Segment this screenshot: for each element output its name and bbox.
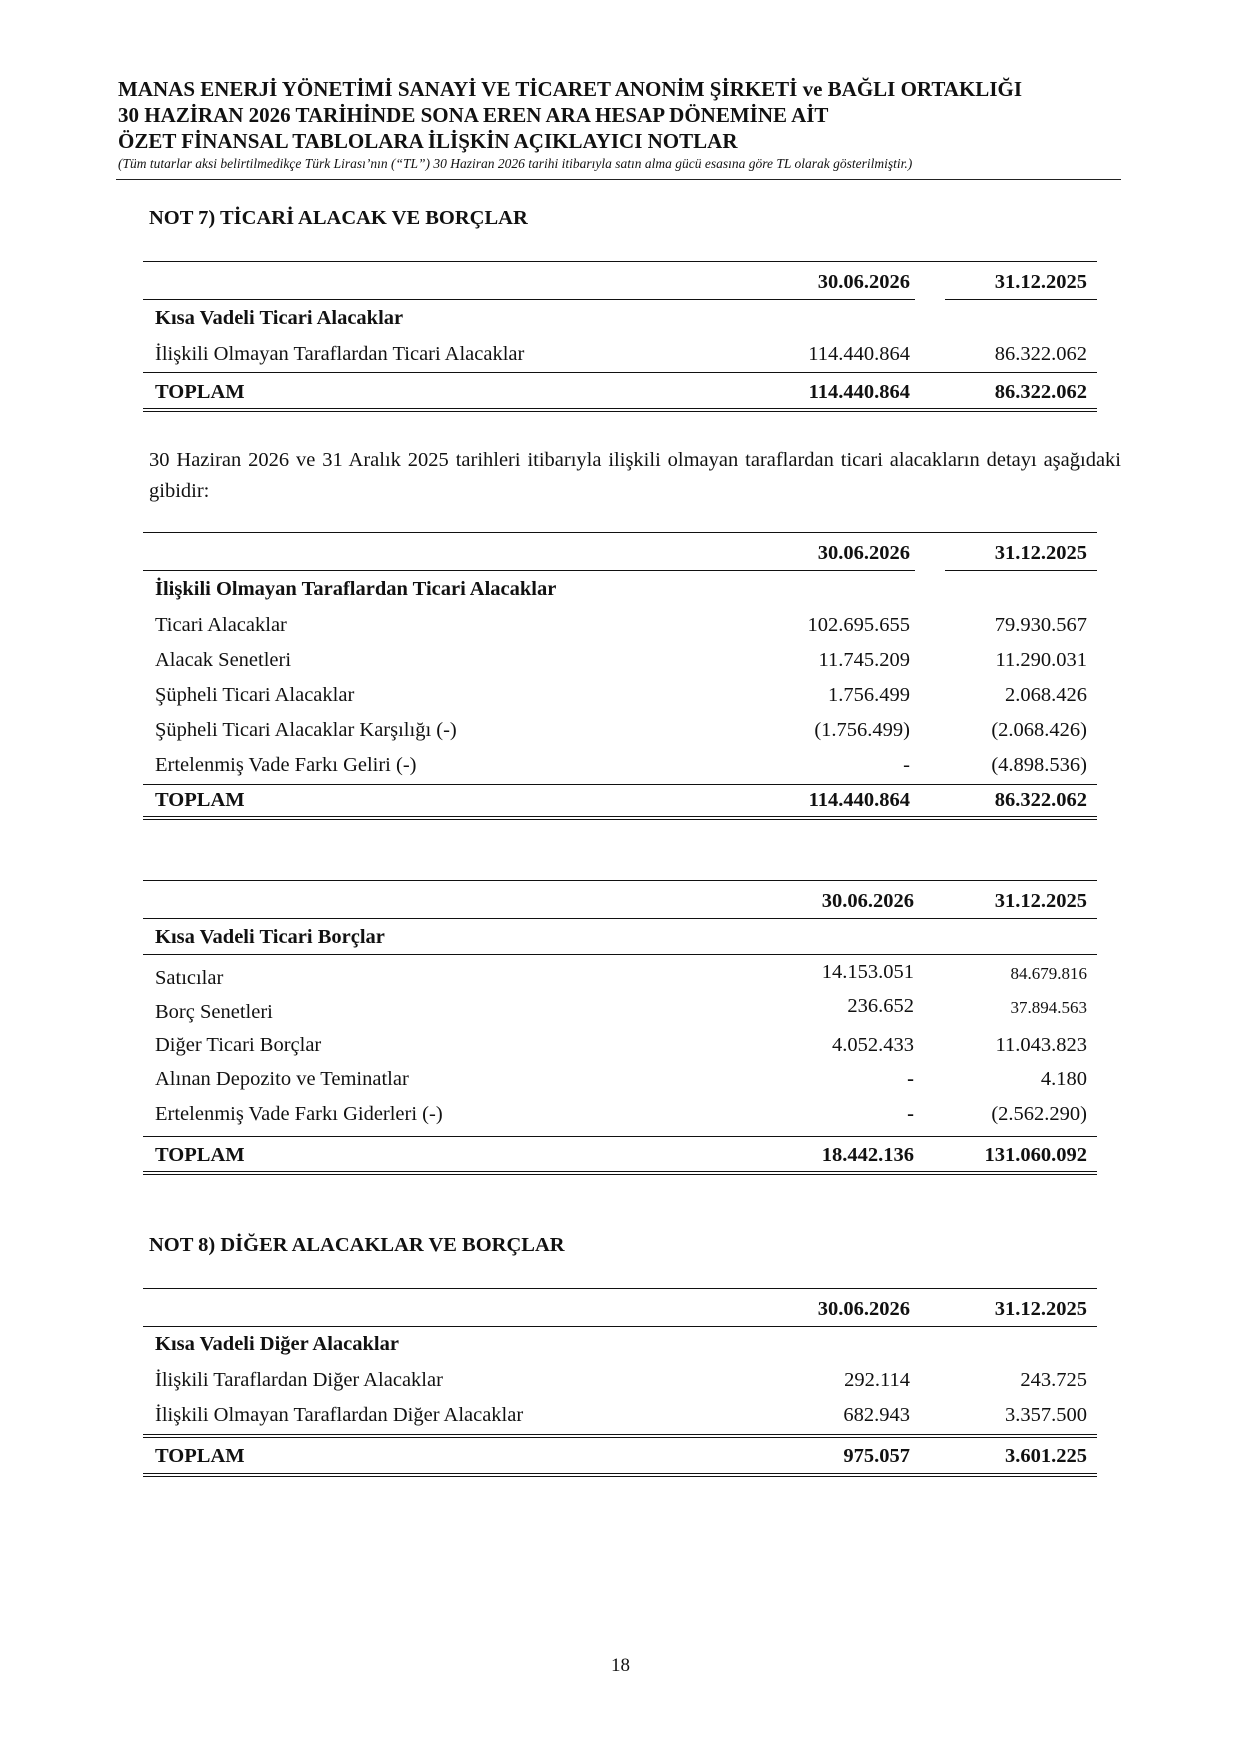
row-value: - <box>903 754 910 776</box>
header-rule <box>945 299 1097 300</box>
row-value: 102.695.655 <box>807 614 910 636</box>
row-value: 2.068.426 <box>1005 684 1087 706</box>
column-header: 31.12.2025 <box>994 1298 1087 1320</box>
row-label: İlişkili Olmayan Taraflardan Diğer Alacaklar <box>155 1404 524 1426</box>
row-label: Satıcılar <box>155 967 224 989</box>
note-8-title: NOT 8) DİĞER ALACAKLAR VE BORÇLAR <box>149 1234 565 1256</box>
total-top-rule <box>143 372 1097 373</box>
other-receivables-table <box>143 1285 1097 1485</box>
total-top-rule <box>143 784 1097 785</box>
section-rule <box>143 954 1097 955</box>
header-rule <box>143 570 915 571</box>
row-value: - <box>907 1103 914 1125</box>
row-value: (1.756.499) <box>814 719 910 741</box>
table-top-rule <box>143 1288 1097 1289</box>
section-label: Kısa Vadeli Diğer Alacaklar <box>155 1333 399 1355</box>
row-value: 11.043.823 <box>995 1034 1087 1056</box>
company-title: MANAS ENERJİ YÖNETİMİ SANAYİ VE TİCARET ANONİM ŞİRKETİ ve BAĞLI ORTAKLIĞI <box>118 77 1022 101</box>
row-label: Ertelenmiş Vade Farkı Giderleri (-) <box>155 1103 443 1125</box>
document-header <box>118 76 1118 174</box>
row-value: - <box>907 1068 914 1090</box>
detail-paragraph: 30 Haziran 2026 ve 31 Aralık 2025 tarihleri itibarıyla ilişkili olmayan taraflardan ticari alacakların detayı aşağıdaki gibidir: <box>149 449 1121 502</box>
row-value: 4.180 <box>1040 1068 1087 1090</box>
row-value: 243.725 <box>1020 1369 1087 1391</box>
column-header: 31.12.2025 <box>994 271 1087 293</box>
header-rule <box>945 570 1097 571</box>
total-value: 131.060.092 <box>984 1144 1087 1166</box>
row-value: 11.745.209 <box>818 649 910 671</box>
row-value: 11.290.031 <box>995 649 1087 671</box>
section-label: İlişkili Olmayan Taraflardan Ticari Alacaklar <box>155 578 557 600</box>
total-label: TOPLAM <box>155 381 245 403</box>
row-value: 3.357.500 <box>1005 1404 1087 1426</box>
row-value: 79.930.567 <box>994 614 1087 636</box>
row-value: 4.052.433 <box>832 1034 914 1056</box>
column-header: 30.06.2026 <box>817 1298 910 1320</box>
column-header: 30.06.2026 <box>821 890 914 912</box>
row-label: Ertelenmiş Vade Farkı Geliri (-) <box>155 754 417 776</box>
row-value: (2.562.290) <box>991 1103 1087 1125</box>
receivables-detail-table <box>143 530 1097 830</box>
trade-receivables-table <box>143 258 1097 408</box>
row-value: (4.898.536) <box>991 754 1087 776</box>
total-value: 3.601.225 <box>1005 1445 1087 1467</box>
row-value: 292.114 <box>844 1369 910 1391</box>
total-double-rule <box>143 1473 1097 1477</box>
column-header: 31.12.2025 <box>994 542 1087 564</box>
total-value: 18.442.136 <box>821 1144 914 1166</box>
header-rule <box>143 918 1097 919</box>
row-value: 1.756.499 <box>828 684 910 706</box>
header-divider <box>116 179 1121 180</box>
total-value: 114.440.864 <box>808 789 910 811</box>
row-label: Şüpheli Ticari Alacaklar <box>155 684 355 706</box>
row-value: 86.322.062 <box>994 343 1087 365</box>
note-7-title: NOT 7) TİCARİ ALACAK VE BORÇLAR <box>149 207 528 229</box>
table-top-rule <box>143 532 1097 533</box>
total-label: TOPLAM <box>155 1144 245 1166</box>
row-label: Alacak Senetleri <box>155 649 292 671</box>
total-double-rule <box>143 1171 1097 1175</box>
row-value: 682.943 <box>843 1404 910 1426</box>
period-title: 30 HAZİRAN 2026 TARİHİNDE SONA EREN ARA HESAP DÖNEMİNE AİT <box>118 103 829 127</box>
total-label: TOPLAM <box>155 1445 245 1467</box>
header-rule <box>143 1326 1097 1327</box>
page-number: 18 <box>611 1655 630 1676</box>
column-header: 30.06.2026 <box>817 542 910 564</box>
total-label: TOPLAM <box>155 789 245 811</box>
row-label: Diğer Ticari Borçlar <box>155 1034 322 1056</box>
section-label: Kısa Vadeli Ticari Alacaklar <box>155 307 404 329</box>
row-value: 84.679.816 <box>1010 964 1087 983</box>
total-top-double-rule <box>143 1434 1097 1438</box>
row-label: İlişkili Taraflardan Diğer Alacaklar <box>155 1369 443 1391</box>
header-rule <box>143 299 915 300</box>
row-label: Borç Senetleri <box>155 1001 273 1023</box>
trade-payables-table <box>143 878 1097 1188</box>
row-value: 114.440.864 <box>808 343 910 365</box>
total-value: 114.440.864 <box>808 381 910 403</box>
total-value: 86.322.062 <box>994 789 1087 811</box>
row-value: 236.652 <box>847 995 914 1017</box>
total-double-rule <box>143 816 1097 820</box>
row-value: 37.894.563 <box>1010 998 1087 1017</box>
report-title: ÖZET FİNANSAL TABLOLARA İLİŞKİN AÇIKLAYICI NOTLAR <box>118 129 738 153</box>
table-top-rule <box>143 261 1097 262</box>
row-label: Şüpheli Ticari Alacaklar Karşılığı (-) <box>155 719 457 741</box>
currency-note: (Tüm tutarlar aksi belirtilmedikçe Türk Lirası’nın (“TL”) 30 Haziran 2026 tarihi itibarıyla satın alma gücü esasına göre TL olarak gösterilmiştir.) <box>118 156 913 171</box>
section-label: Kısa Vadeli Ticari Borçlar <box>155 926 385 948</box>
row-value: 14.153.051 <box>821 961 914 983</box>
row-value: (2.068.426) <box>991 719 1087 741</box>
column-header: 30.06.2026 <box>817 271 910 293</box>
total-value: 975.057 <box>843 1445 910 1467</box>
row-label: Alınan Depozito ve Teminatlar <box>155 1068 409 1090</box>
column-header: 31.12.2025 <box>994 890 1087 912</box>
row-label: İlişkili Olmayan Taraflardan Ticari Alacaklar <box>155 343 525 365</box>
total-top-rule <box>143 1136 1097 1137</box>
row-label: Ticari Alacaklar <box>155 614 287 636</box>
table-top-rule <box>143 880 1097 881</box>
total-value: 86.322.062 <box>994 381 1087 403</box>
total-double-rule <box>143 408 1097 412</box>
